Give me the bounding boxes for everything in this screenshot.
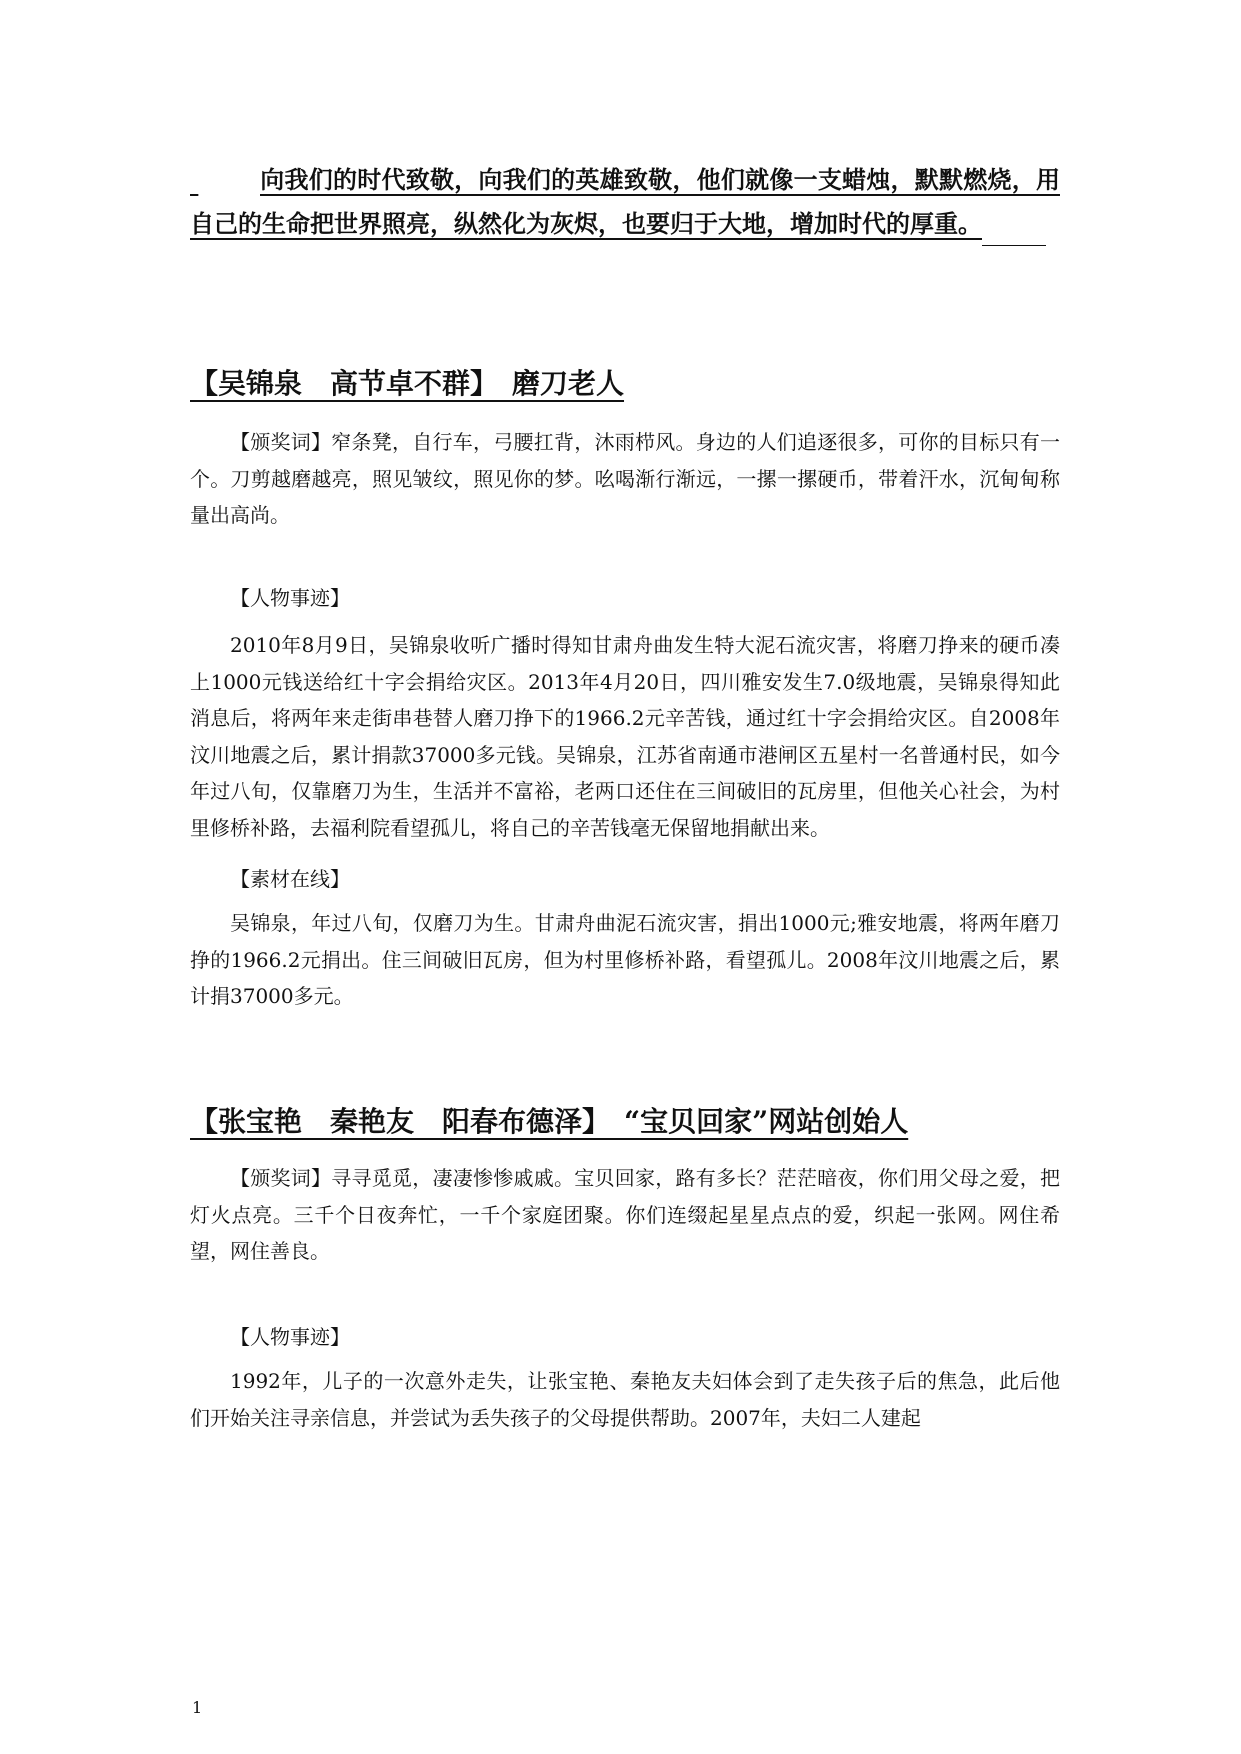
page-number: 1 <box>192 1698 203 1717</box>
section2-award-paragraph <box>190 1160 1060 1270</box>
section2-heading: 【张宝艳 秦艳友 阳春布德泽】 “宝贝回家”网站创始人 <box>190 1105 909 1138</box>
intro-leading-underline <box>190 158 260 202</box>
section2-story-label: 【人物事迹】 <box>230 1325 350 1349</box>
section1-material-label: 【素材在线】 <box>230 867 350 891</box>
section1-award-paragraph <box>190 424 1060 534</box>
section1-material-text: 吴锦泉，年过八旬，仅磨刀为生。甘肃舟曲泥石流灾害，捐出1000元;雅安地震，将两年磨刀挣的1966.2元捐出。住三间破旧瓦房，但为村里修桥补路，看望孤儿。2008年汶川地震之后，累计捐37000多元。 <box>190 911 1060 1008</box>
section1-heading: 【吴锦泉 高节卓不群】 磨刀老人 <box>190 367 625 400</box>
section1-award-text: 窄条凳，自行车，弓腰扛背，沐雨栉风。身边的人们追逐很多，可你的目标只有一个。刀剪越磨越亮，照见皱纹，照见你的梦。吆喝渐行渐远，一摞一摞硬币，带着汗水，沉甸甸称量出高尚。 <box>190 430 1060 527</box>
section1-story-label: 【人物事迹】 <box>230 586 350 610</box>
section1-award-label: 【颁奖词】 <box>230 430 332 454</box>
intro-paragraph <box>190 158 1060 246</box>
section2-story-text: 1992年，儿子的一次意外走失，让张宝艳、秦艳友夫妇体会到了走失孩子后的焦急，此后他们开始关注寻亲信息，并尝试为丢失孩子的父母提供帮助。2007年，夫妇二人建起 <box>190 1369 1060 1430</box>
section1-story-text: 2010年8月9日，吴锦泉收听广播时得知甘肃舟曲发生特大泥石流灾害，将磨刀挣来的硬币凑上1000元钱送给红十字会捐给灾区。2013年4月20日，四川雅安发生7.0级地震，吴锦泉得知此消息后，将两年来走街串巷替人磨刀挣下的1966.2元辛苦钱，通过红十字会捐给灾区。自2008年汶川地震之后，累计捐款37000多元钱。吴锦泉，江苏省南通市港闸区五星村一名普通村民，如今年过八旬，仅靠磨刀为生，生活并不富裕，老两口还住在三间破旧的瓦房里，但他关心社会，为村里修桥补路，去福利院看望孤儿，将自己的辛苦钱毫无保留地捐献出来。 <box>190 633 1060 840</box>
section2-award-label: 【颁奖词】 <box>230 1166 332 1190</box>
intro-text: 向我们的时代致敬，向我们的英雄致敬，他们就像一支蜡烛，默默燃烧，用自己的生命把世界照亮，纵然化为灰烬，也要归于大地，增加时代的厚重。 <box>190 165 1060 238</box>
intro-trailing-underline <box>982 215 1046 246</box>
section2-award-text: 寻寻觅觅，凄凄惨惨戚戚。宝贝回家，路有多长？茫茫暗夜，你们用父母之爱，把灯火点亮。三千个日夜奔忙，一千个家庭团聚。你们连缀起星星点点的爱，织起一张网。网住希望，网住善良。 <box>190 1166 1060 1263</box>
